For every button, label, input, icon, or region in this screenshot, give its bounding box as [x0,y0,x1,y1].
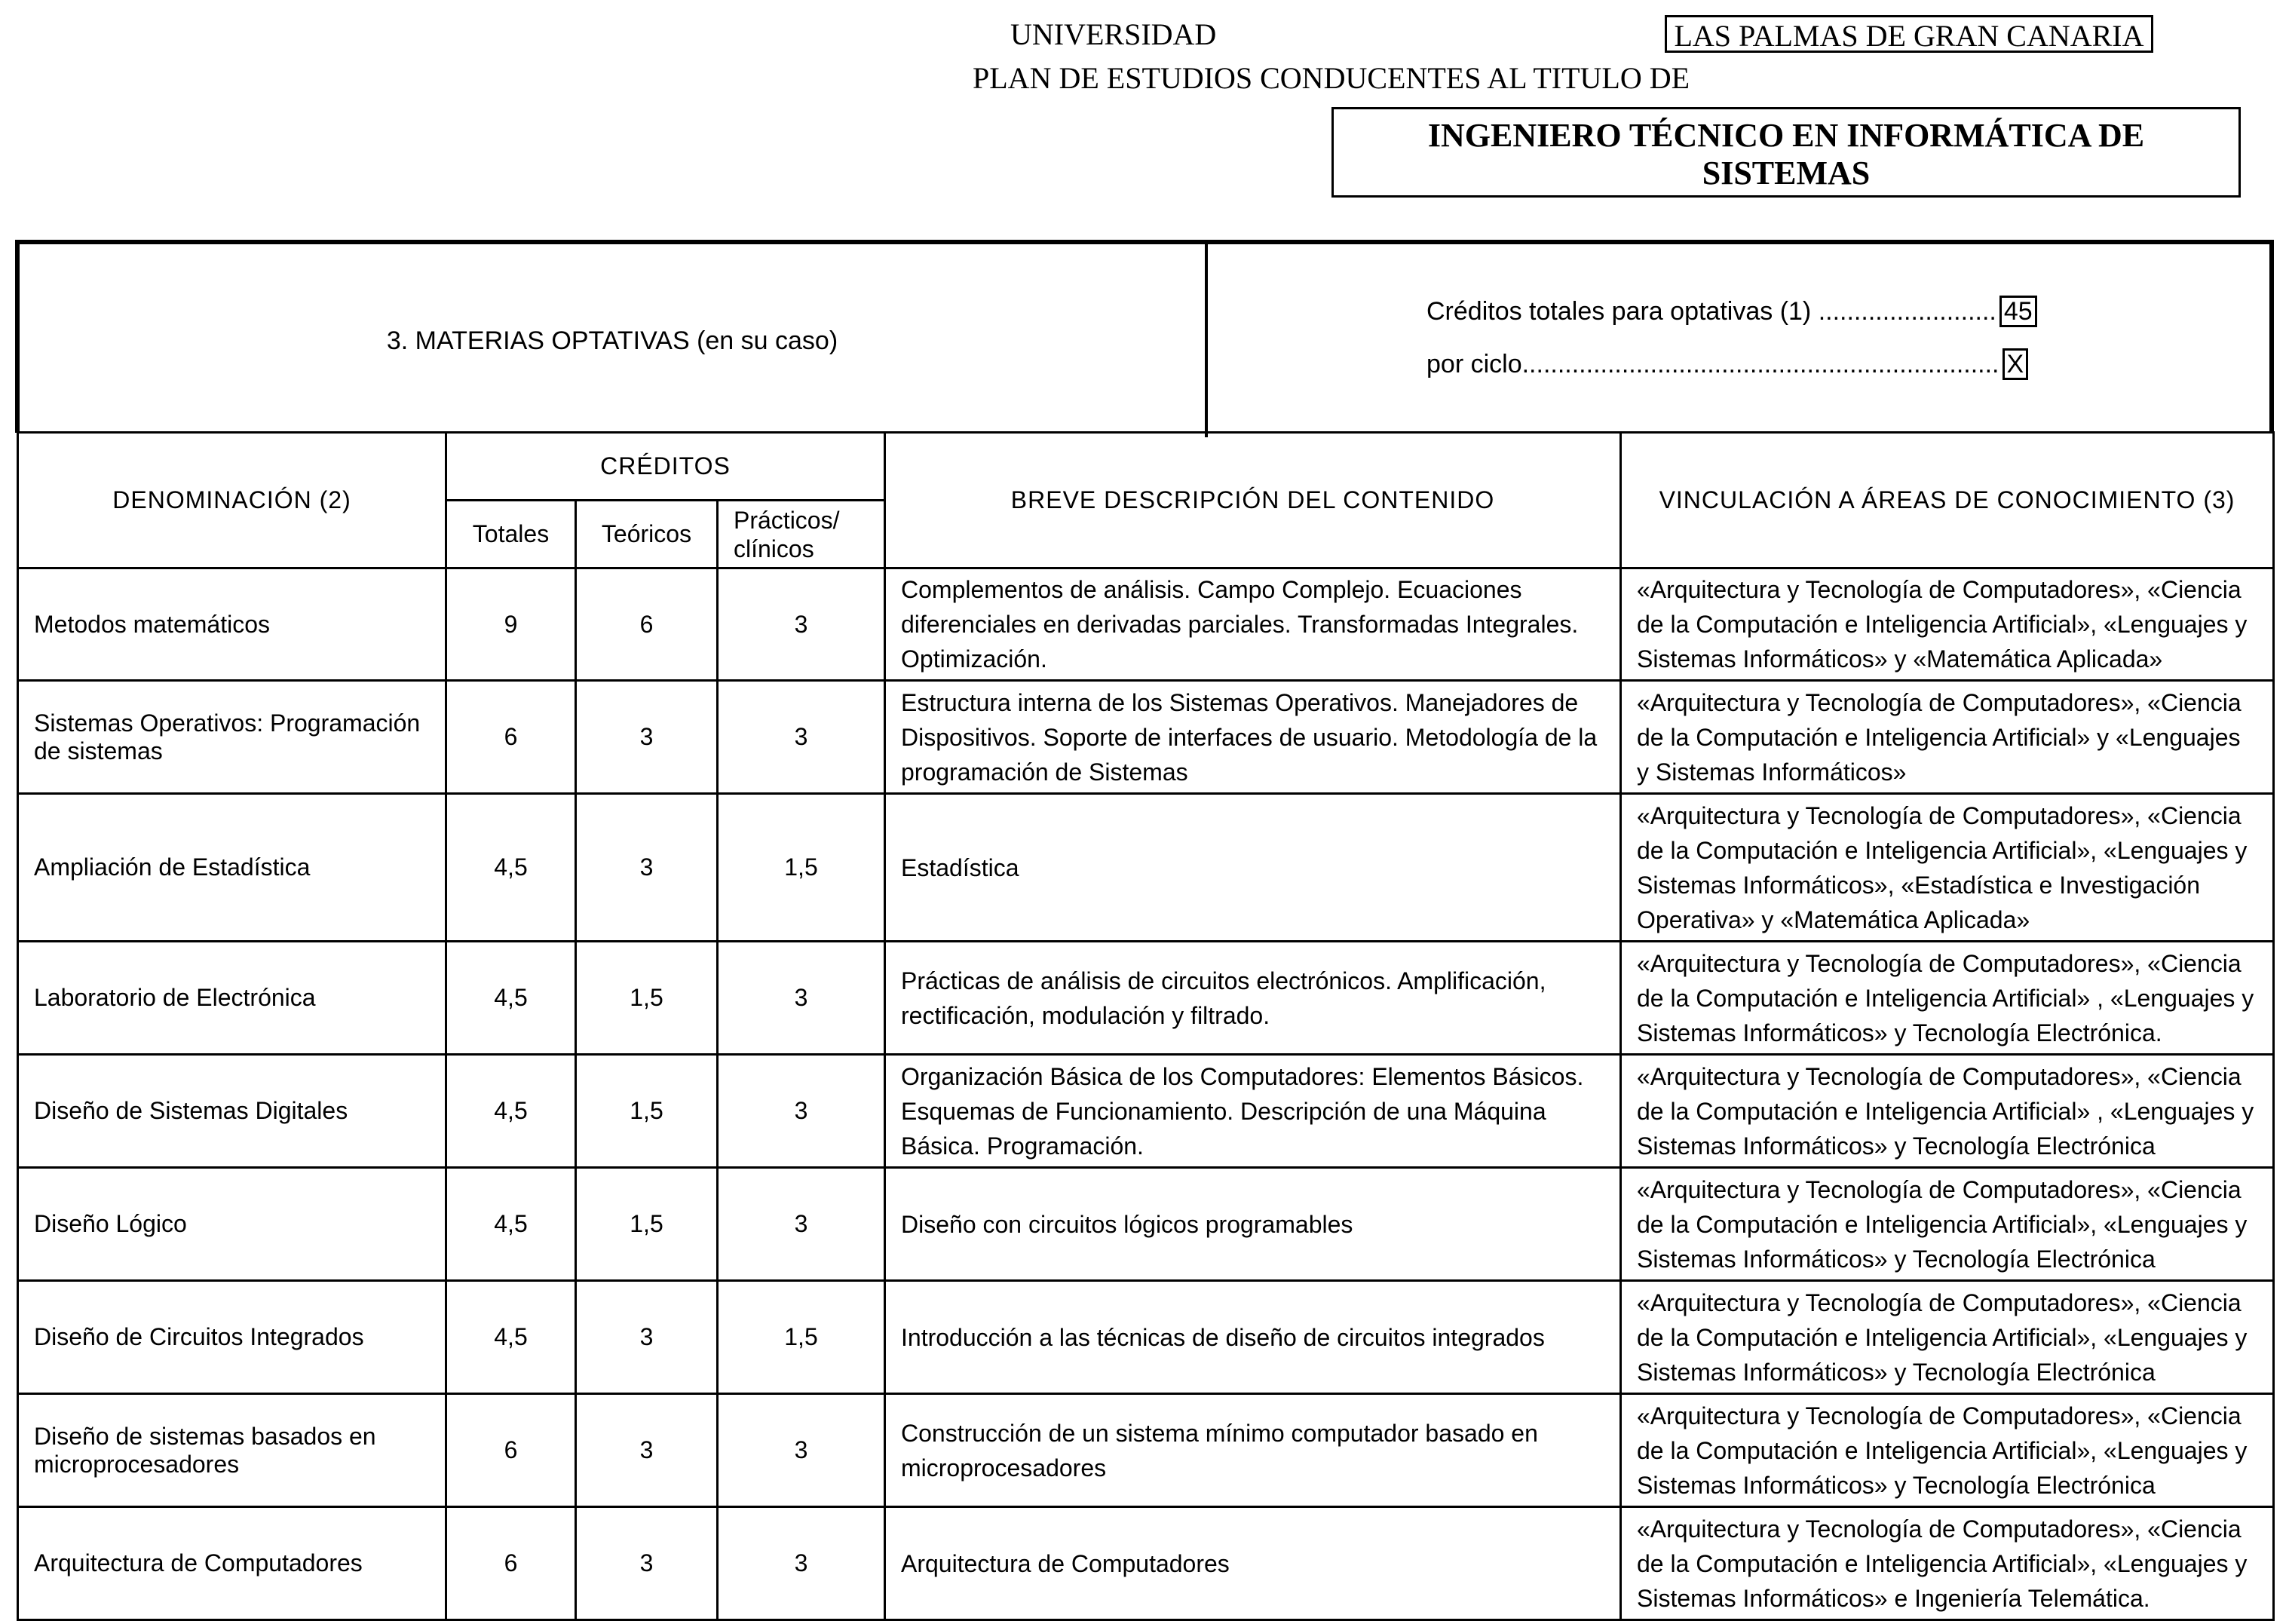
subject-name: Diseño de sistemas basados en microprocesadores [18,1394,446,1507]
table-row [18,794,2274,942]
knowledge-areas: «Arquitectura y Tecnología de Computadores», «Ciencia de la Computación e Inteligencia Artificial» y «Lenguajes y Sistemas Informáticos» [1621,681,2274,794]
credits-practice: 3 [718,1507,885,1620]
content-description: Diseño con circuitos lógicos programables [885,1168,1621,1281]
total-credits-line [1426,296,2037,327]
knowledge-areas: «Arquitectura y Tecnología de Computadores», «Ciencia de la Computación e Inteligencia Artificial», «Lenguajes y Sistemas Informáticos», «Estadística e Investigación Operativa» y «Matemática Aplicada» [1621,794,2274,942]
credits-practice: 1,5 [718,1281,885,1394]
knowledge-areas: «Arquitectura y Tecnología de Computadores», «Ciencia de la Computación e Inteligencia Artificial», «Lenguajes y Sistemas Informáticos» y «Matemática Aplicada» [1621,568,2274,681]
optional-subjects-table [17,431,2275,1621]
col-desc-header: BREVE DESCRIPCIÓN DEL CONTENIDO [885,433,1621,568]
table-body [18,568,2274,1620]
total-credits-value: 45 [1999,296,2037,327]
credits-total: 6 [446,1394,576,1507]
subject-name: Diseño Lógico [18,1168,446,1281]
credits-total: 4,5 [446,1281,576,1394]
subject-name: Laboratorio de Electrónica [18,942,446,1055]
section-title [20,244,1208,437]
knowledge-areas: «Arquitectura y Tecnología de Computadores», «Ciencia de la Computación e Inteligencia Artificial», «Lenguajes y Sistemas Informáticos» e Ingeniería Telemática. [1621,1507,2274,1620]
credits-practice: 3 [718,1168,885,1281]
credits-theory: 3 [576,1394,718,1507]
content-description: Estadística [885,794,1621,942]
section-title-text: 3. MATERIAS OPTATIVAS (en su caso) [386,326,838,355]
subject-name: Sistemas Operativos: Programación de sistemas [18,681,446,794]
credits-total: 4,5 [446,794,576,942]
per-cycle-value: X [2002,348,2029,380]
credits-theory: 1,5 [576,942,718,1055]
credits-theory: 6 [576,568,718,681]
knowledge-areas: «Arquitectura y Tecnología de Computadores», «Ciencia de la Computación e Inteligencia Artificial», «Lenguajes y Sistemas Informáticos» y Tecnología Electrónica [1621,1394,2274,1507]
plan-label: PLAN DE ESTUDIOS CONDUCENTES AL TITULO DE [973,61,1690,95]
credits-practice: 3 [718,681,885,794]
knowledge-areas: «Arquitectura y Tecnología de Computadores», «Ciencia de la Computación e Inteligencia Artificial» , «Lenguajes y Sistemas Informáticos» y Tecnología Electrónica. [1621,942,2274,1055]
university-label: UNIVERSIDAD [1010,17,1217,51]
credits-practice: 1,5 [718,794,885,942]
table-row [18,1507,2274,1620]
section-header [15,240,2274,433]
degree-title-line1: INGENIERO TÉCNICO EN INFORMÁTICA DE [1427,117,2145,154]
table-row [18,1394,2274,1507]
credits-theory: 3 [576,794,718,942]
per-cycle-label: por ciclo................................................................... [1426,350,1999,378]
subject-name: Diseño de Sistemas Digitales [18,1055,446,1168]
degree-title-box [1331,107,2241,198]
col-total-header: Totales [446,501,576,568]
total-credits-label: Créditos totales para optativas (1) ......................... [1426,297,1996,326]
credits-summary [1208,244,2274,437]
credits-total: 9 [446,568,576,681]
content-description: Arquitectura de Computadores [885,1507,1621,1620]
credits-theory: 1,5 [576,1055,718,1168]
content-description: Introducción a las técnicas de diseño de circuitos integrados [885,1281,1621,1394]
per-cycle-line [1426,348,2028,380]
credits-total: 4,5 [446,1168,576,1281]
col-name-header: DENOMINACIÓN (2) [18,433,446,568]
knowledge-areas: «Arquitectura y Tecnología de Computadores», «Ciencia de la Computación e Inteligencia Artificial», «Lenguajes y Sistemas Informáticos» y Tecnología Electrónica [1621,1281,2274,1394]
credits-total: 6 [446,1507,576,1620]
credits-total: 4,5 [446,1055,576,1168]
table-row [18,1055,2274,1168]
university-name: LAS PALMAS DE GRAN CANARIA [1665,15,2153,53]
table-row [18,942,2274,1055]
credits-practice: 3 [718,1055,885,1168]
content-description: Construcción de un sistema mínimo computador basado en microprocesadores [885,1394,1621,1507]
knowledge-areas: «Arquitectura y Tecnología de Computadores», «Ciencia de la Computación e Inteligencia Artificial», «Lenguajes y Sistemas Informáticos» y Tecnología Electrónica [1621,1168,2274,1281]
credits-total: 4,5 [446,942,576,1055]
table-row [18,681,2274,794]
credits-practice: 3 [718,1394,885,1507]
credits-theory: 3 [576,1507,718,1620]
content-description: Estructura interna de los Sistemas Operativos. Manejadores de Dispositivos. Soporte de interfaces de usuario. Metodología de la programación de Sistemas [885,681,1621,794]
table-row [18,568,2274,681]
content-description: Complementos de análisis. Campo Complejo. Ecuaciones diferenciales en derivadas parciales. Transformadas Integrales. Optimización. [885,568,1621,681]
credits-practice: 3 [718,568,885,681]
content-description: Prácticas de análisis de circuitos electrónicos. Amplificación, rectificación, modulación y filtrado. [885,942,1621,1055]
table-row [18,1281,2274,1394]
credits-theory: 3 [576,681,718,794]
col-credits-header: CRÉDITOS [446,433,885,501]
credits-theory: 3 [576,1281,718,1394]
knowledge-areas: «Arquitectura y Tecnología de Computadores», «Ciencia de la Computación e Inteligencia Artificial» , «Lenguajes y Sistemas Informáticos» y Tecnología Electrónica [1621,1055,2274,1168]
subject-name: Arquitectura de Computadores [18,1507,446,1620]
content-description: Organización Básica de los Computadores: Elementos Básicos. Esquemas de Funcionamiento. Descripción de una Máquina Básica. Programación. [885,1055,1621,1168]
subject-name: Ampliación de Estadística [18,794,446,942]
degree-title-line2: SISTEMAS [1702,155,1871,192]
col-areas-header: VINCULACIÓN A ÁREAS DE CONOCIMIENTO (3) [1621,433,2274,568]
col-theory-header: Teóricos [576,501,718,568]
subject-name: Diseño de Circuitos Integrados [18,1281,446,1394]
subject-name: Metodos matemáticos [18,568,446,681]
credits-total: 6 [446,681,576,794]
credits-practice: 3 [718,942,885,1055]
col-practice-header: Prácticos/ clínicos [718,501,885,568]
table-row [18,1168,2274,1281]
credits-theory: 1,5 [576,1168,718,1281]
